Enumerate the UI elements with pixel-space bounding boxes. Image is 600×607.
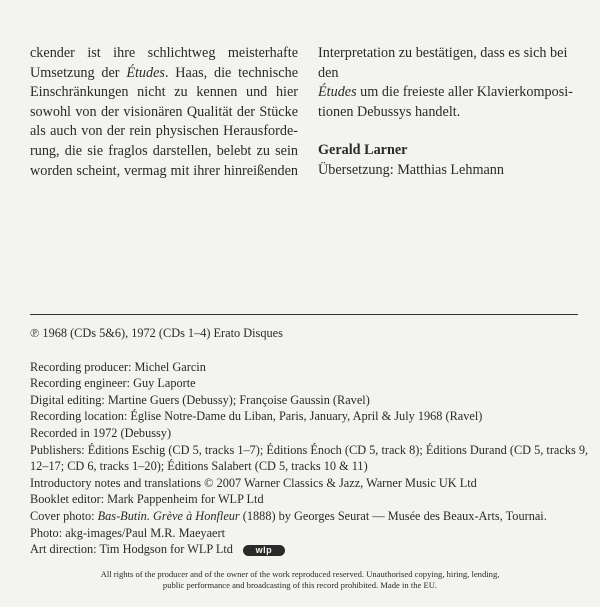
rights-footer — [80, 569, 520, 591]
right-line-1: Interpretation zu bestätigen, dass es sich bei den — [318, 45, 568, 81]
left-text-column — [30, 44, 298, 181]
left-line-4: sowohl von der visionären Qualität der Stücke — [30, 103, 298, 120]
credit-notes: Introductory notes and translations © 2007 Warner Classics & Jazz, Warner Music UK Ltd — [30, 475, 477, 490]
horizontal-divider — [30, 314, 578, 315]
credits-block — [30, 325, 589, 558]
credit-publishers-2: 12–17; CD 6, tracks 1–20); Éditions Salabert (CD 5, tracks 10 & 11) — [30, 459, 368, 474]
footer-line-2: public performance and broadcasting of this record prohibited. Made in the EU. — [162, 580, 438, 591]
right-line-2: Études um die freieste aller Klavierkomposi- — [318, 84, 573, 101]
footer-line-1: All rights of the producer and of the owner of the work reproduced reserved. Unauthorised copying, hiring, lending, — [100, 569, 500, 579]
left-line-5: als auch von der rein physischen Herausforde- — [30, 123, 298, 140]
credit-booklet-editor: Booklet editor: Mark Pappenheim for WLP Ltd — [30, 492, 264, 507]
left-line-1: ckender ist ihre schlichtweg meisterhafte — [30, 45, 298, 61]
etudes-italic: Études — [318, 84, 357, 101]
cover-title-italic: Bas-Butin. Grève à Honfleur — [97, 508, 240, 523]
credit-photo: Photo: akg-images/Paul M.R. Maeyaert — [30, 525, 226, 540]
author-name: Gerald Larner — [318, 142, 408, 159]
etudes-italic-left: Études — [126, 64, 165, 81]
left-line-7: worden scheint, vermag mit ihrer hinreißenden — [30, 162, 298, 179]
left-line-2: Umsetzung der Études. Haas, die technische — [30, 64, 298, 81]
right-line-3: tionen Debussys handelt. — [318, 103, 461, 120]
credit-recording-producer: Recording producer: Michel Garcin — [30, 359, 206, 374]
credit-recording-location: Recording location: Église Notre-Dame du Liban, Paris, January, April & July 1968 (Ravel) — [30, 409, 483, 424]
credit-publishers-1: Publishers: Éditions Eschig (CD 5, tracks 1–7); Éditions Énoch (CD 5, track 8); Éditions Durand (CD 5, tracks 9, — [30, 442, 589, 457]
credit-cover-photo: Cover photo: Bas-Butin. Grève à Honfleur (1888) by Georges Seurat — Musée des Beaux-Arts, Tournai. — [30, 508, 547, 523]
credit-art-direction: Art direction: Tim Hodgson for WLP Ltd wlp — [30, 541, 580, 558]
left-line-3: Einschränkungen nicht zu kennen und hier — [30, 84, 298, 101]
wlp-logo-icon: wlp — [243, 545, 285, 556]
copyright-line: ℗ 1968 (CDs 5&6), 1972 (CDs 1–4) Erato Disques — [30, 326, 283, 340]
credit-digital-editing: Digital editing: Martine Guers (Debussy); Françoise Gaussin (Ravel) — [30, 392, 370, 407]
credit-recorded-in: Recorded in 1972 (Debussy) — [30, 425, 172, 440]
credit-recording-engineer: Recording engineer: Guy Laporte — [30, 376, 196, 391]
translator-line: Übersetzung: Matthias Lehmann — [318, 161, 504, 178]
right-text-column — [318, 44, 578, 181]
credits-spacer — [30, 342, 580, 359]
left-line-6: rung, die sie fraglos darstellen, belebt zu sein — [30, 142, 298, 159]
